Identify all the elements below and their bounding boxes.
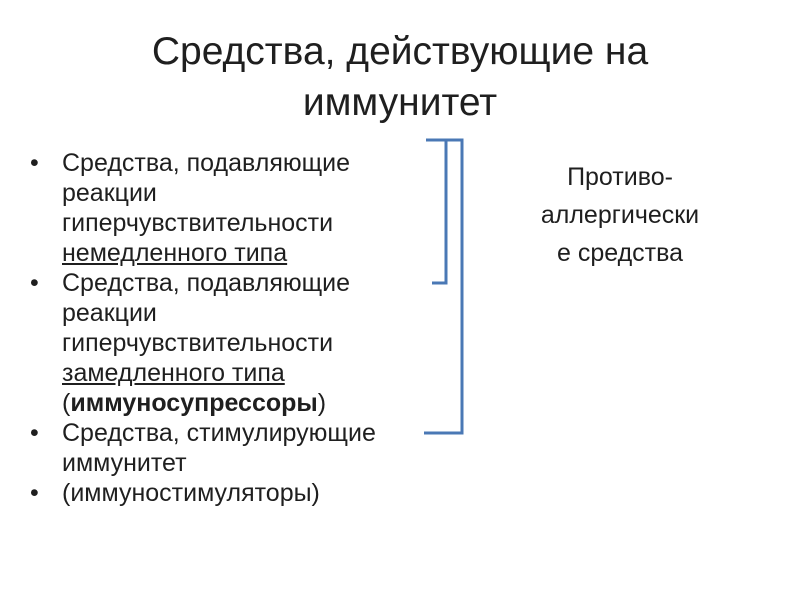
side-note	[500, 158, 740, 272]
side-note-line: аллергически	[540, 201, 700, 229]
bullet-text: • Средства, подавляющие	[62, 269, 351, 297]
bullet-bold-text: иммуносупрессоры	[70, 389, 318, 417]
bullet-text: реакции	[62, 299, 157, 327]
bullet-underlined-text: немедленного типа	[62, 239, 288, 267]
slide-title	[60, 26, 740, 128]
paren-open: (	[62, 389, 71, 417]
bullet-item	[30, 418, 490, 478]
bullet-item	[30, 478, 490, 508]
bullet-list	[30, 148, 490, 508]
bullet-item	[30, 268, 490, 418]
side-note-line: е средства	[556, 239, 684, 267]
bullet-text: реакции	[62, 179, 157, 207]
bullet-text: • Средства, стимулирующие	[62, 419, 376, 447]
bullet-text: • (иммуностимуляторы)	[62, 479, 320, 507]
bullet-text: гиперчувствительности	[62, 209, 334, 237]
slide-title-line: Средства, действующие на	[151, 30, 649, 73]
bullet-underlined-text: замедленного типа	[62, 359, 285, 387]
slide-title-line: иммунитет	[302, 81, 498, 124]
bullet-text: • Средства, подавляющие	[62, 149, 351, 177]
paren-close: )	[317, 389, 327, 417]
bullet-text-line	[62, 388, 490, 418]
bullet-text: иммунитет	[62, 449, 187, 477]
bullet-item	[30, 148, 490, 268]
bullet-text: гиперчувствительности	[62, 329, 334, 357]
side-note-line: Противо-	[567, 163, 673, 191]
